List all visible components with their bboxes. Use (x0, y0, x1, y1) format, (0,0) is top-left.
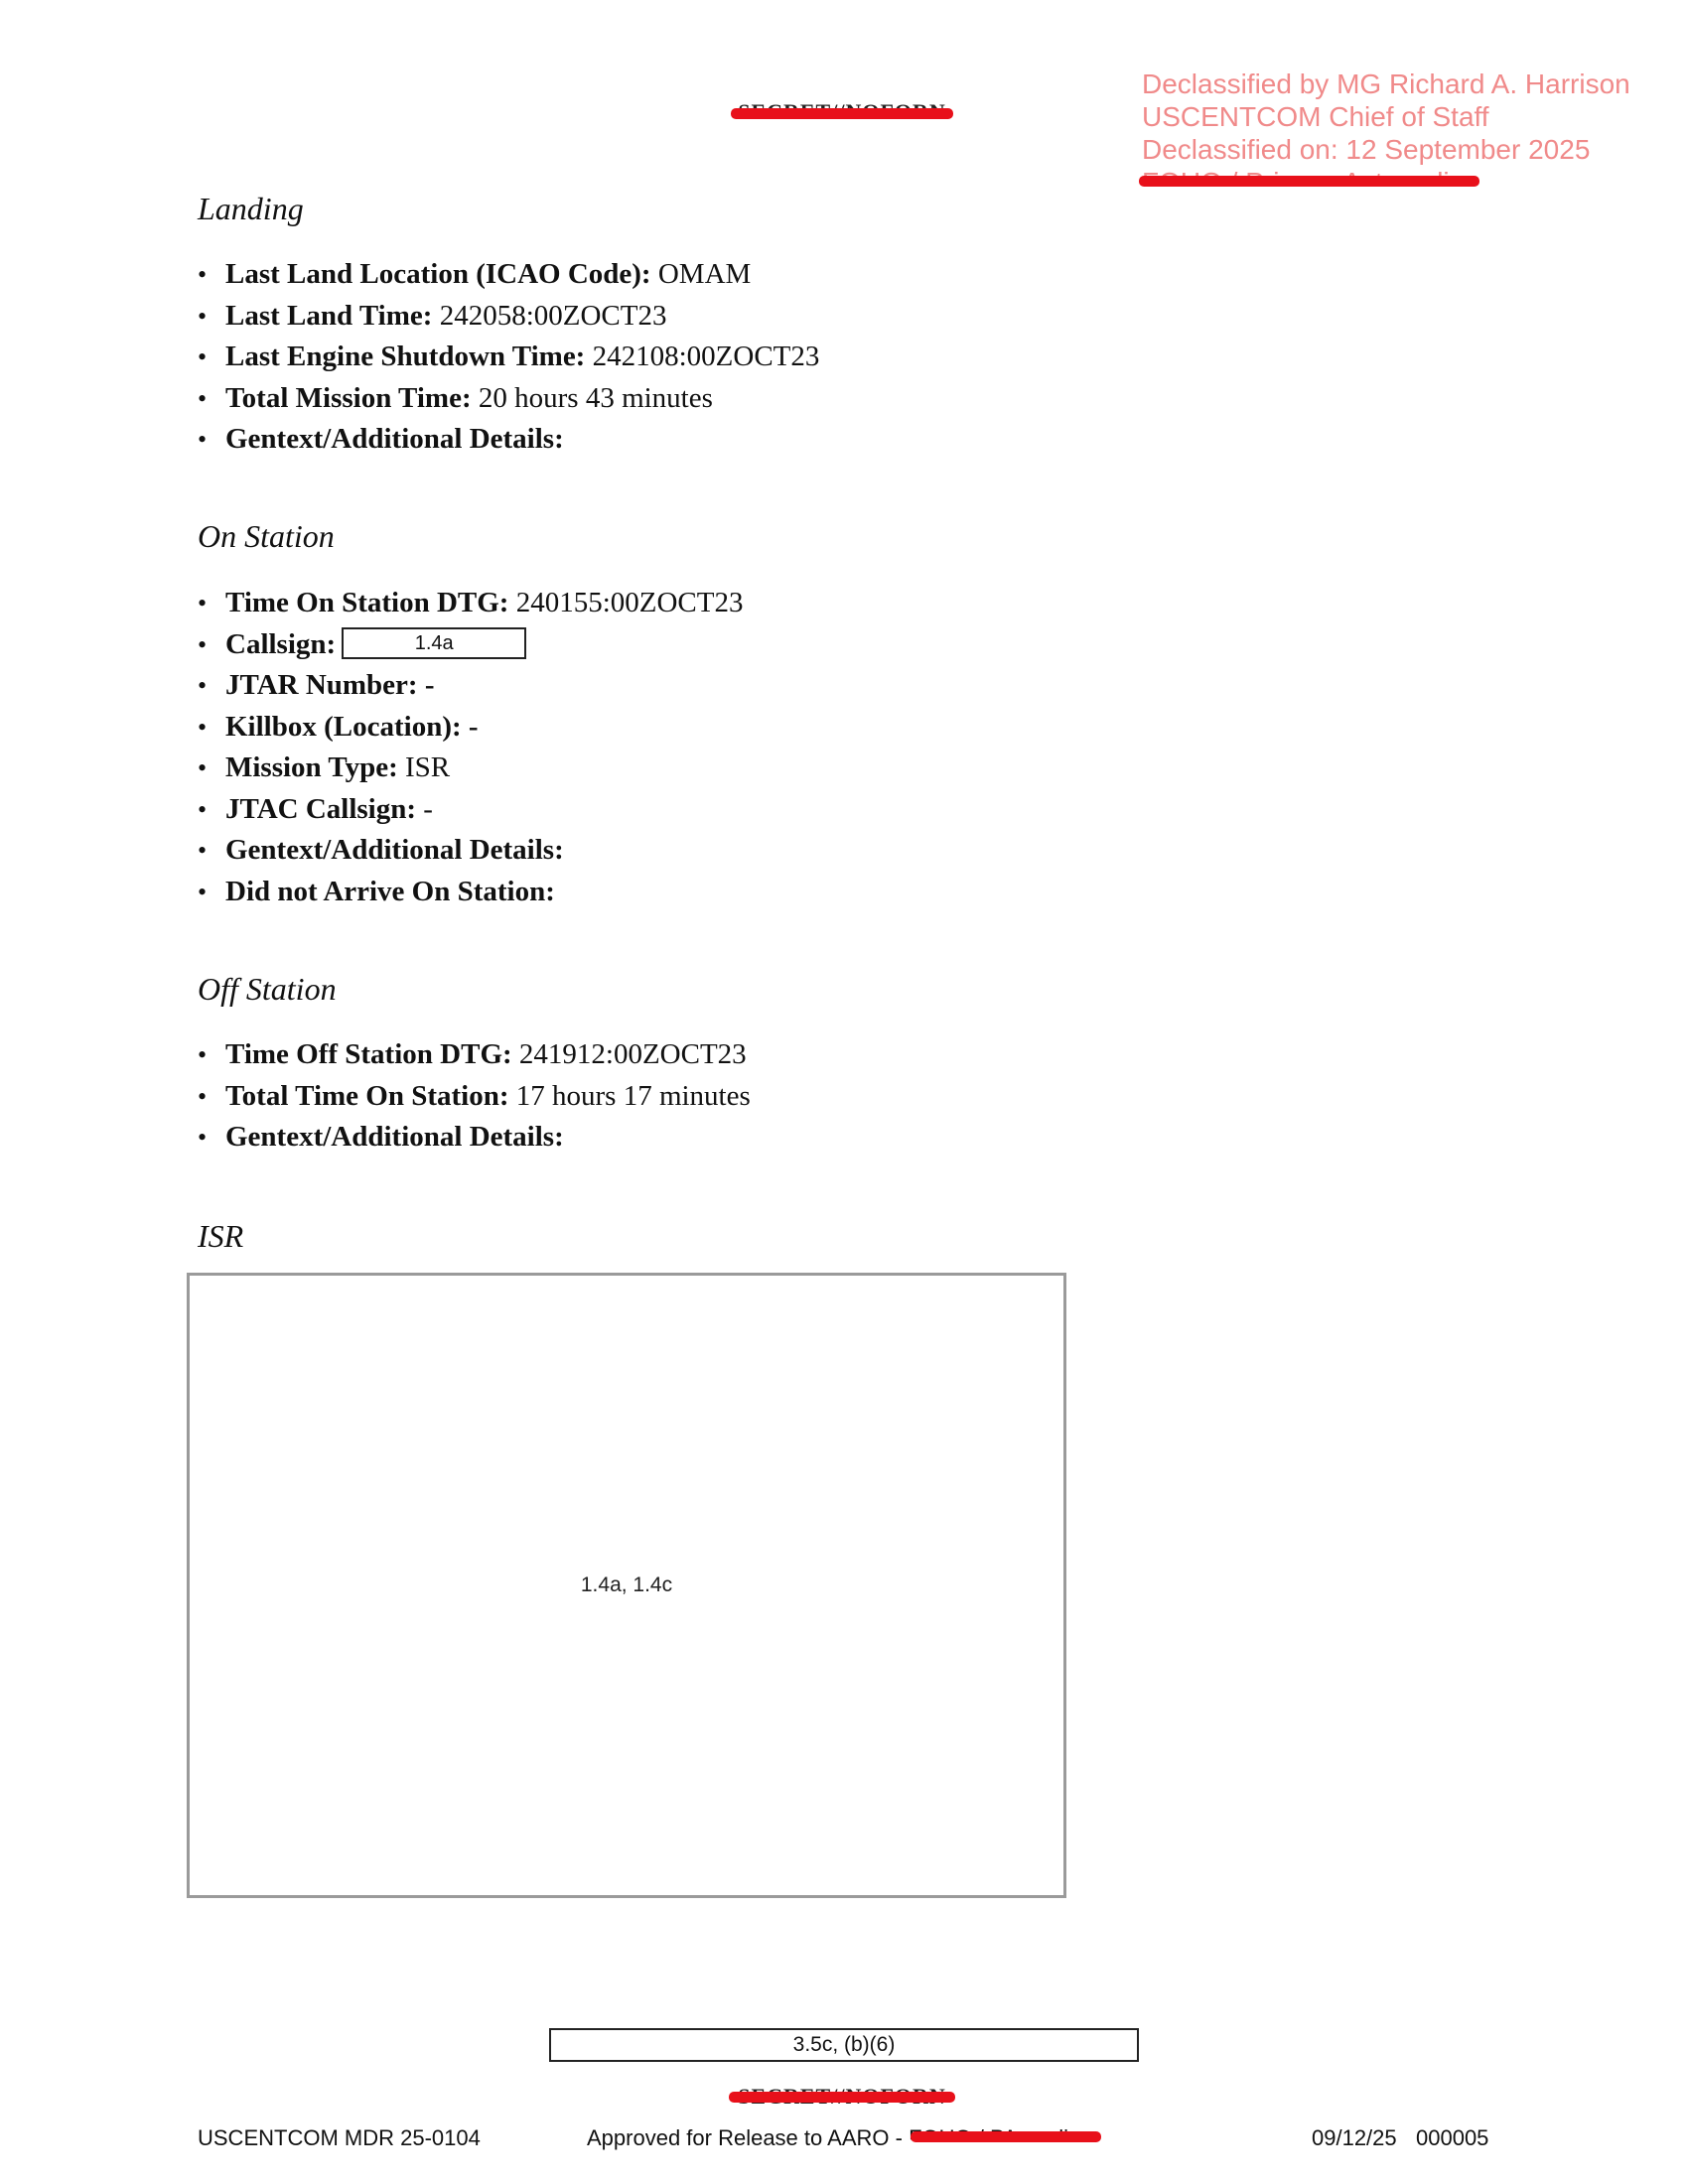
list-item: • Gentext/Additional Details: (198, 830, 744, 872)
on-station-list (198, 583, 744, 912)
footer-mdr-number: USCENTCOM MDR 25-0104 (198, 2125, 481, 2150)
bottom-redaction-box (549, 2028, 1139, 2062)
stamp-line-3: Declassified on: 12 September 2025 (1142, 134, 1591, 165)
section-title-off-station: Off Station (198, 971, 337, 1007)
stamp-line-1: Declassified by MG Richard A. Harrison (1142, 68, 1630, 99)
isr-redaction-label: 1.4a, 1.4c (580, 1573, 673, 1596)
stamp-line-2: USCENTCOM Chief of Staff (1142, 101, 1489, 132)
section-title-on-station: On Station (198, 518, 335, 554)
footer-release-text: Approved for Release to AARO - (587, 2125, 910, 2150)
list-item: • JTAR Number: - (198, 665, 744, 707)
declassification-stamp (1142, 68, 1630, 186)
footer-page-number: 000005 (1416, 2125, 1489, 2150)
footer-release-strike (911, 2131, 1101, 2142)
bottom-redaction-label: 3.5c, (b)(6) (792, 2033, 896, 2056)
list-item: • Time Off Station DTG: 241912:00ZOCT23 (198, 1034, 751, 1076)
list-item: • Last Land Time: 242058:00ZOCT23 (198, 296, 819, 338)
isr-redaction-box (187, 1273, 1066, 1898)
list-item: • Mission Type: ISR (198, 748, 744, 789)
header-classification-strike (731, 108, 953, 119)
list-item: • JTAC Callsign: - (198, 789, 744, 831)
list-item: • Callsign: 1.4a (198, 624, 744, 666)
footer-date: 09/12/25 (1312, 2125, 1397, 2150)
list-item: • Killbox (Location): - (198, 707, 744, 749)
section-title-landing: Landing (198, 191, 304, 226)
off-station-list (198, 1034, 751, 1159)
list-item: • Gentext/Additional Details: (198, 1117, 751, 1159)
list-item: • Time On Station DTG: 240155:00ZOCT23 (198, 583, 744, 624)
list-item: • Total Time On Station: 17 hours 17 minutes (198, 1076, 751, 1118)
list-item: • Gentext/Additional Details: (198, 419, 819, 461)
landing-list (198, 254, 819, 461)
list-item: • Total Mission Time: 20 hours 43 minutes (198, 378, 819, 420)
list-item: • Last Engine Shutdown Time: 242108:00ZOCT23 (198, 337, 819, 378)
stamp-strike (1139, 176, 1479, 187)
list-item: • Last Land Location (ICAO Code): OMAM (198, 254, 819, 296)
footer-classification-strike (729, 2092, 955, 2103)
list-item: • Did not Arrive On Station: (198, 872, 744, 913)
section-title-isr: ISR (198, 1218, 244, 1254)
callsign-redaction-box: 1.4a (342, 627, 526, 659)
